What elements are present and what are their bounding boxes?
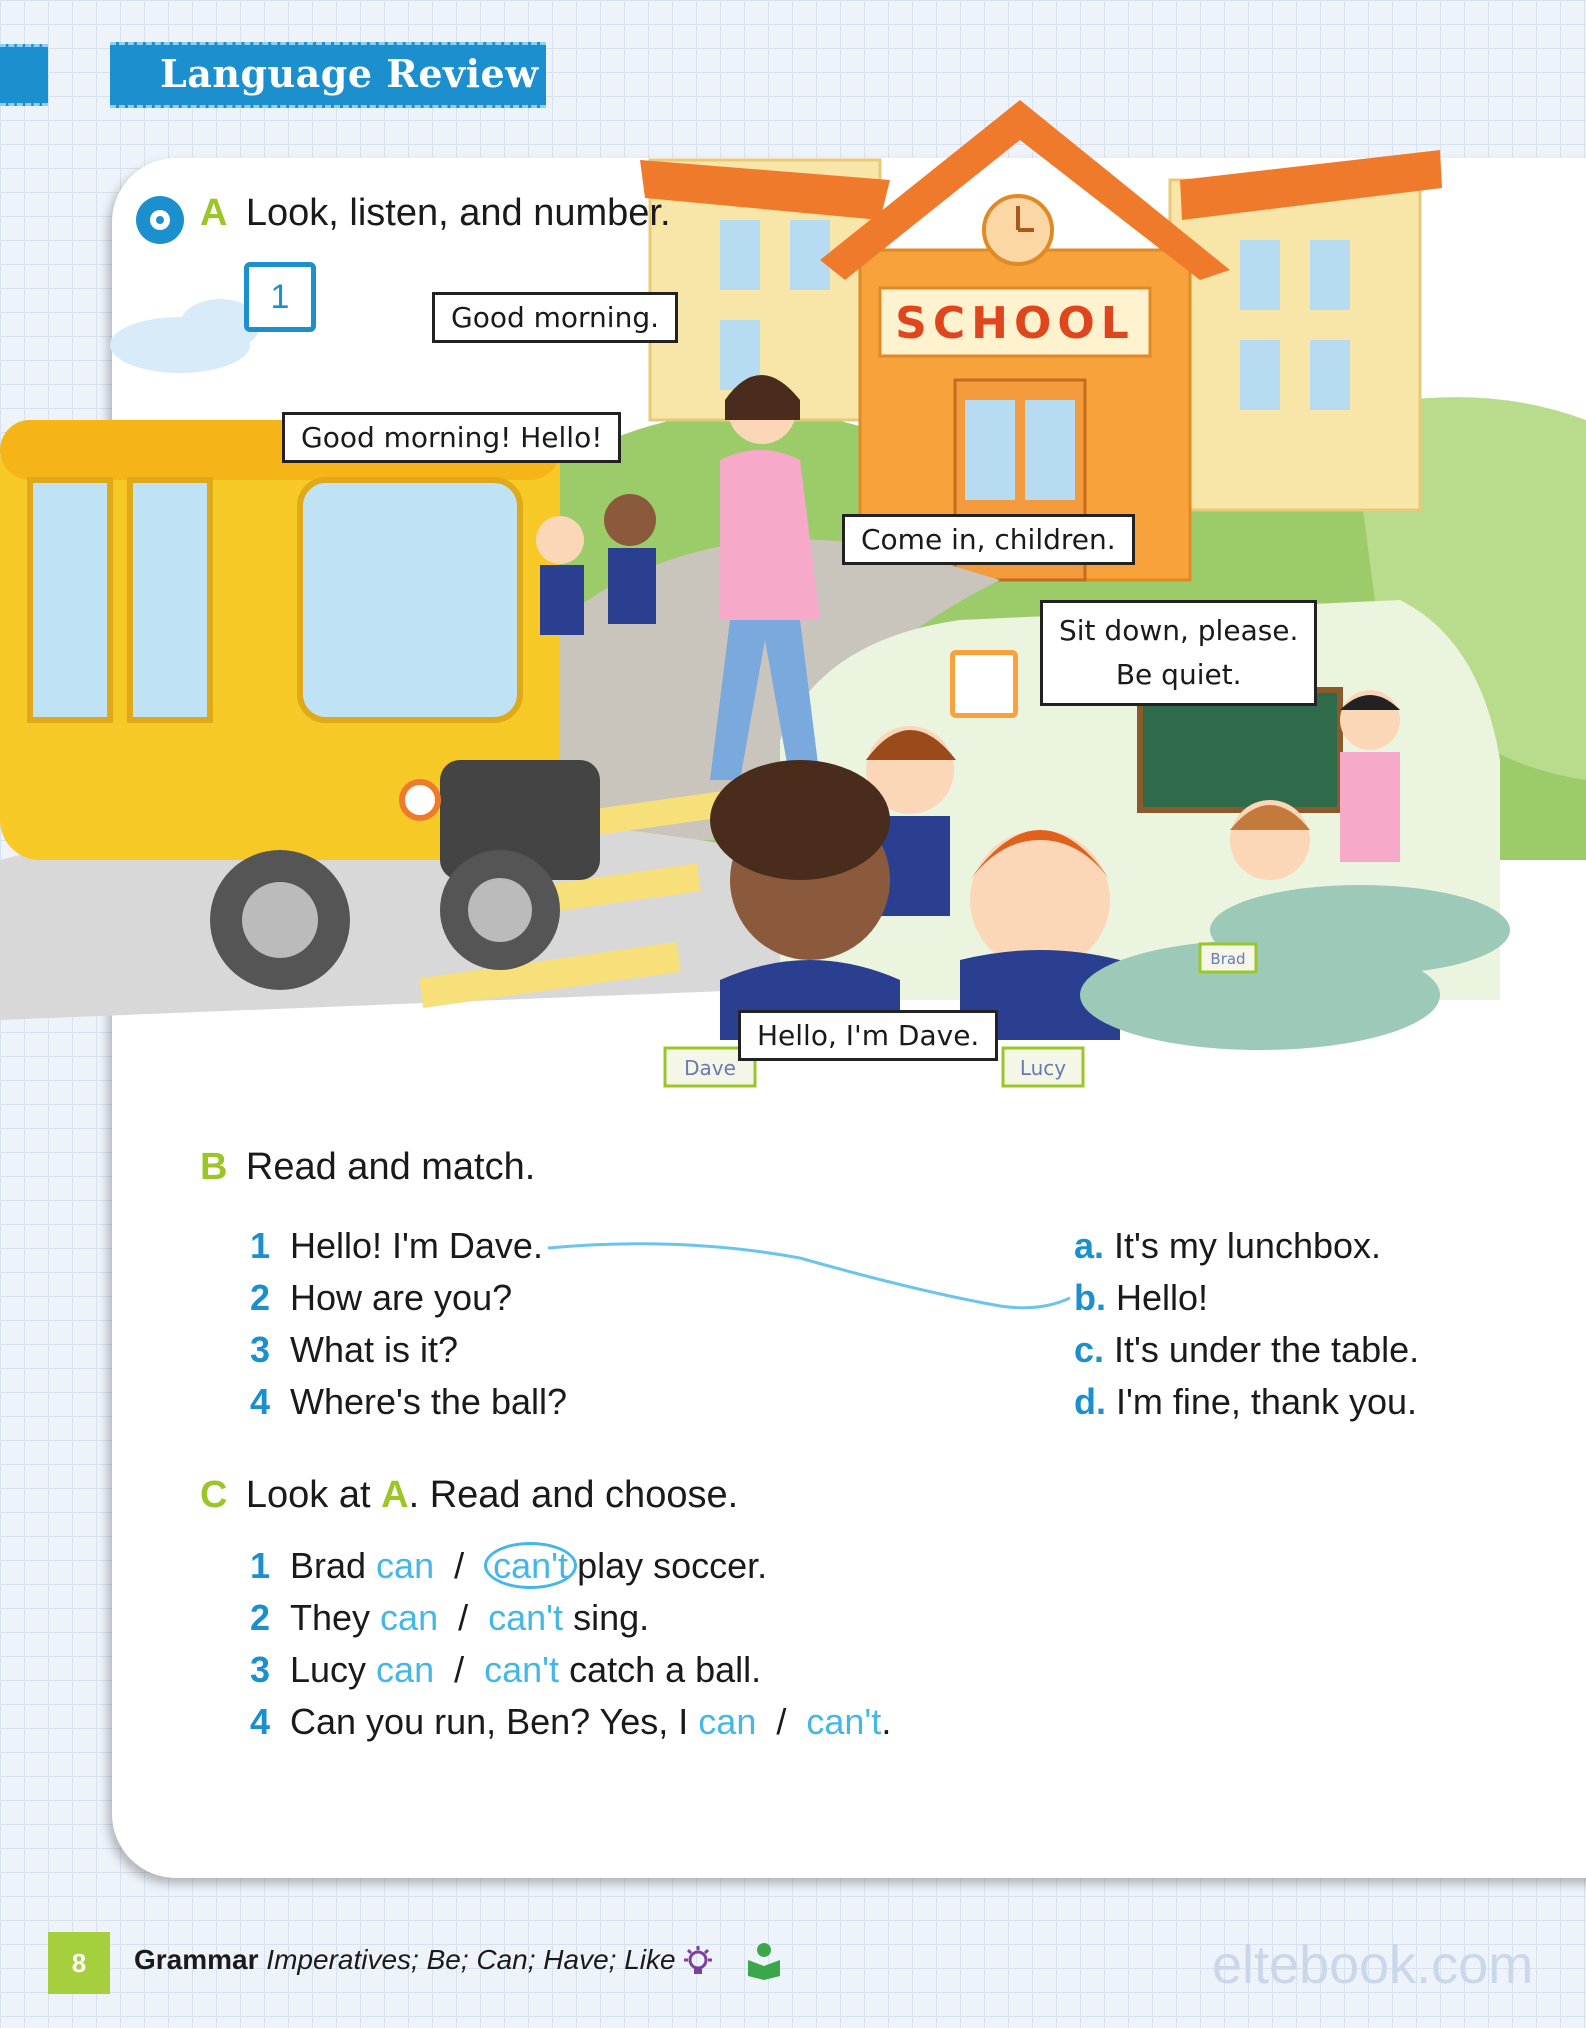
- section-a-letter: A: [200, 192, 228, 234]
- bubble-good-morning: Good morning.: [432, 292, 678, 343]
- watermark: eltebook.com: [1212, 1935, 1534, 1995]
- bubble-sit-down-line1: Sit down, please.: [1059, 614, 1299, 647]
- match-right-item-c[interactable]: c. It's under the table.: [1074, 1329, 1420, 1370]
- choose-item-2: 2 They can / can't sing.: [250, 1597, 650, 1638]
- option-can[interactable]: can: [380, 1597, 439, 1638]
- page-title: Language Review: [110, 42, 546, 108]
- bubble-hello-dave: Hello, I'm Dave.: [738, 1010, 998, 1061]
- answer-box-1[interactable]: 1: [244, 262, 316, 332]
- bubble-good-morning-hello: Good morning! Hello!: [282, 412, 621, 463]
- page-number: 8: [48, 1932, 110, 1994]
- option-cant-circled[interactable]: can't: [484, 1542, 577, 1589]
- section-c-letter: C: [200, 1474, 228, 1516]
- match-left-item-1[interactable]: 1 Hello! I'm Dave.: [250, 1225, 543, 1266]
- section-c-post: . Read and choose.: [408, 1474, 739, 1516]
- section-b-letter: B: [200, 1146, 228, 1188]
- choose-item-4: 4 Can you run, Ben? Yes, I can / can't.: [250, 1701, 892, 1742]
- match-right-item-a[interactable]: a. It's my lunchbox.: [1074, 1225, 1382, 1266]
- section-c-pre: Look at: [245, 1474, 382, 1516]
- option-cant[interactable]: can't: [488, 1597, 564, 1638]
- match-left-item-4[interactable]: 4 Where's the ball?: [250, 1381, 568, 1422]
- match-right-item-d[interactable]: d. I'm fine, thank you.: [1074, 1381, 1418, 1422]
- option-cant[interactable]: can't: [806, 1701, 882, 1742]
- name-card-dave: Dave: [684, 1056, 736, 1080]
- choose-item-1: 1 Brad can / can't play soccer.: [250, 1540, 891, 1592]
- grammar-topics: Imperatives; Be; Can; Have; Like: [266, 1944, 676, 1975]
- grammar-label: Grammar: [134, 1944, 259, 1975]
- option-can[interactable]: can: [376, 1649, 435, 1690]
- section-b-instruction: Read and match.: [245, 1146, 536, 1188]
- match-left-item-3[interactable]: 3 What is it?: [250, 1329, 459, 1370]
- section-c-heading: [200, 1474, 738, 1517]
- section-c-ref: A: [381, 1474, 409, 1516]
- section-a-instruction: Look, listen, and number.: [245, 192, 671, 234]
- match-left-item-2[interactable]: 2 How are you?: [250, 1277, 513, 1318]
- bubble-come-in: Come in, children.: [842, 514, 1135, 565]
- name-card-lucy: Lucy: [1019, 1056, 1067, 1080]
- option-cant[interactable]: can't: [484, 1649, 560, 1690]
- school-sign: SCHOOL: [895, 298, 1135, 349]
- footer-grammar: [134, 1944, 676, 1976]
- option-can[interactable]: can: [698, 1701, 757, 1742]
- choose-item-3: 3 Lucy can / can't catch a ball.: [250, 1649, 762, 1690]
- match-right-item-b[interactable]: b. Hello!: [1074, 1277, 1209, 1318]
- bubble-sit-down-line2: Be quiet.: [1115, 658, 1242, 691]
- choose-list: [250, 1540, 891, 1748]
- book-person-icon: [744, 1940, 784, 1980]
- option-can[interactable]: can: [376, 1545, 435, 1586]
- name-card-brad: Brad: [1210, 950, 1246, 968]
- lightbulb-icon: [680, 1944, 716, 1980]
